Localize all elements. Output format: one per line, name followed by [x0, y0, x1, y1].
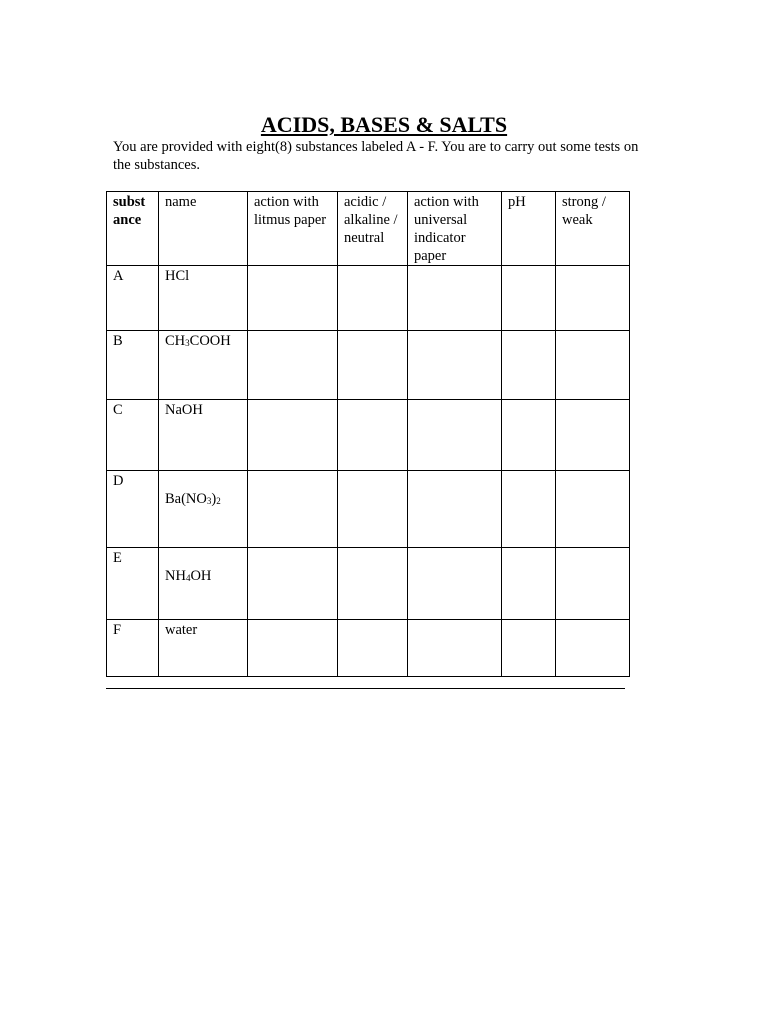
ph-cell[interactable] [502, 620, 556, 677]
horizontal-rule [106, 688, 625, 689]
table-row [107, 548, 630, 620]
substance-label: B [107, 331, 159, 400]
substance-label: D [107, 471, 159, 548]
table-row [107, 471, 630, 548]
acidic-alkaline-cell[interactable] [338, 548, 408, 620]
header-universal-indicator-action: action with universal indicator paper [408, 192, 502, 266]
acidic-alkaline-cell[interactable] [338, 471, 408, 548]
acidic-alkaline-cell[interactable] [338, 620, 408, 677]
ph-cell[interactable] [502, 400, 556, 471]
substance-name: $CH_3COOH$ [159, 331, 248, 400]
header-litmus-action: action with litmus paper [248, 192, 338, 266]
header-ph: pH [502, 192, 556, 266]
substance-label: A [107, 266, 159, 331]
universal-indicator-cell[interactable] [408, 471, 502, 548]
header-strong-weak: strong / weak [556, 192, 630, 266]
table-row [107, 620, 630, 677]
strong-weak-cell[interactable] [556, 331, 630, 400]
universal-indicator-cell[interactable] [408, 400, 502, 471]
acidic-alkaline-cell[interactable] [338, 331, 408, 400]
acidic-alkaline-cell[interactable] [338, 266, 408, 331]
ph-cell[interactable] [502, 266, 556, 331]
header-substance: subst ance [107, 192, 159, 266]
substance-label: F [107, 620, 159, 677]
universal-indicator-cell[interactable] [408, 266, 502, 331]
table-row [107, 266, 630, 331]
header-name: name [159, 192, 248, 266]
universal-indicator-cell[interactable] [408, 620, 502, 677]
substance-name: water [159, 620, 248, 677]
strong-weak-cell[interactable] [556, 548, 630, 620]
litmus-action-cell[interactable] [248, 266, 338, 331]
universal-indicator-cell[interactable] [408, 331, 502, 400]
universal-indicator-cell[interactable] [408, 548, 502, 620]
substance-name: NaOH [159, 400, 248, 471]
header-acidic-alkaline-neutral: acidic / alkaline / neutral [338, 192, 408, 266]
litmus-action-cell[interactable] [248, 400, 338, 471]
ph-cell[interactable] [502, 471, 556, 548]
ph-cell[interactable] [502, 331, 556, 400]
substance-label: C [107, 400, 159, 471]
strong-weak-cell[interactable] [556, 400, 630, 471]
document-title: ACIDS, BASES & SALTS [260, 112, 508, 137]
results-table [106, 191, 630, 677]
litmus-action-cell[interactable] [248, 620, 338, 677]
litmus-action-cell[interactable] [248, 471, 338, 548]
acidic-alkaline-cell[interactable] [338, 400, 408, 471]
strong-weak-cell[interactable] [556, 471, 630, 548]
substance-name: $NH_4OH$ [159, 548, 248, 620]
substance-name: $Ba(NO_3)_2$ [159, 471, 248, 548]
strong-weak-cell[interactable] [556, 620, 630, 677]
table-row [107, 331, 630, 400]
ph-cell[interactable] [502, 548, 556, 620]
litmus-action-cell[interactable] [248, 331, 338, 400]
instructions-text: You are provided with eight(8) substances labeled A - F. You are to carry out some tests on the substances. [113, 139, 639, 173]
substance-name: HCl [159, 266, 248, 331]
table-row [107, 400, 630, 471]
litmus-action-cell[interactable] [248, 548, 338, 620]
substance-label: E [107, 548, 159, 620]
header-row [107, 192, 630, 266]
strong-weak-cell[interactable] [556, 266, 630, 331]
